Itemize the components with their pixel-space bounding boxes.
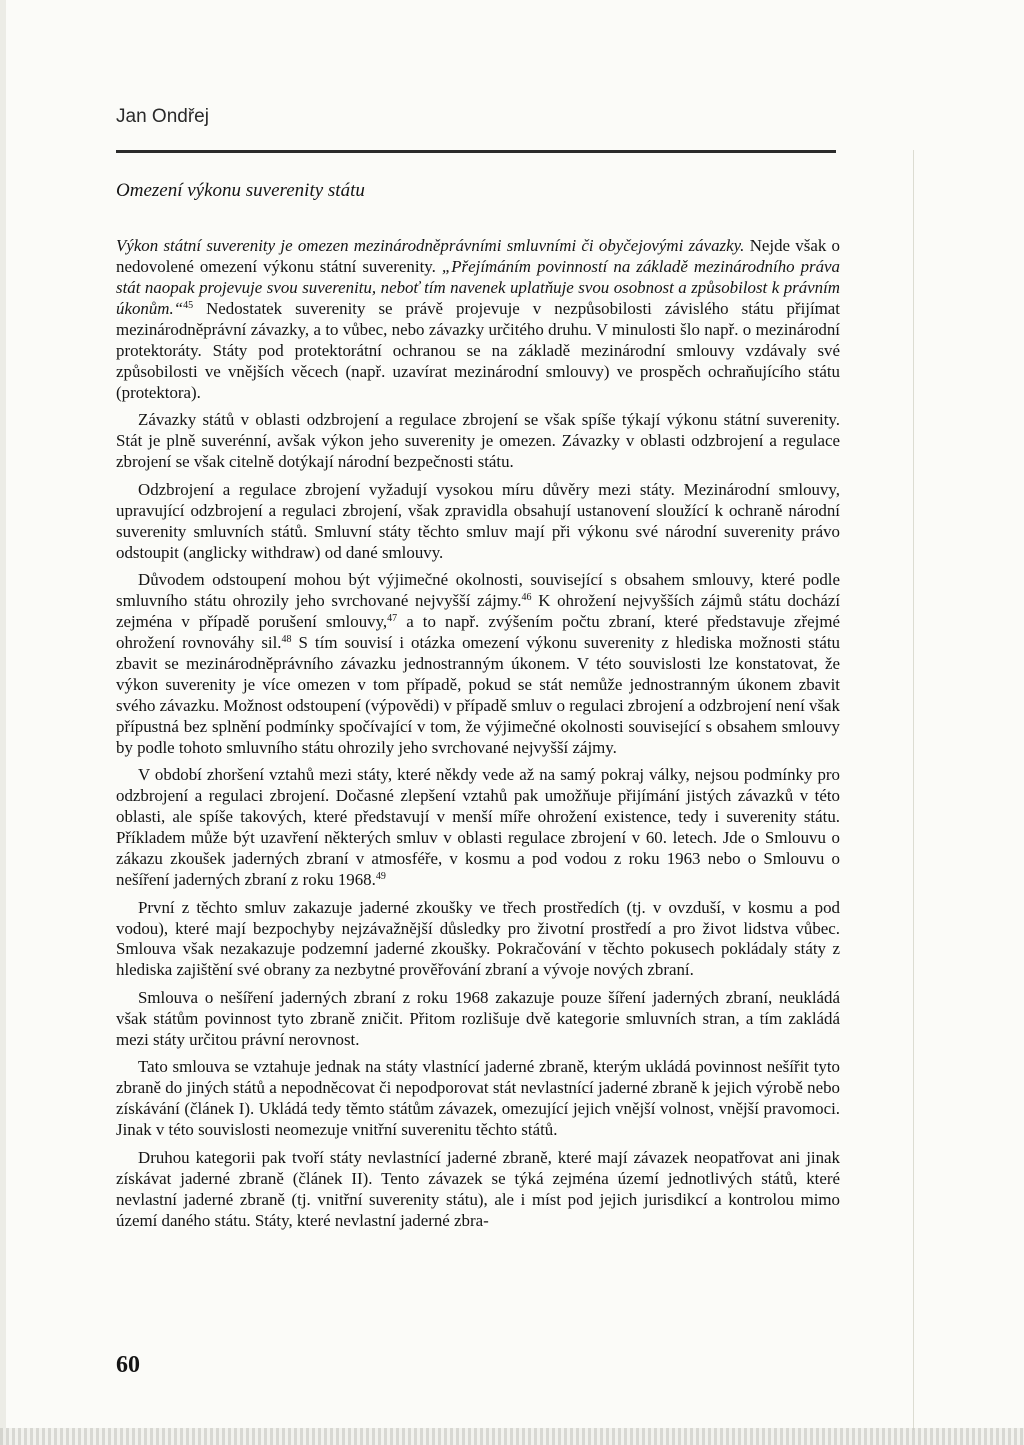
paragraph-4-b: K ohrožení nejvyšších zájmů státu dochází zejména v případě porušení smlouvy,	[116, 591, 841, 631]
paragraph-1	[116, 236, 840, 404]
scan-binding-line	[913, 150, 914, 1430]
body-text	[116, 236, 840, 1238]
paragraph-1-rest: Nedostatek suverenity se právě projevuje v nezpůsobilosti závislého státu přijímat mezinárodněprávní závazky, a to vůbec, nebo závazky určitého druhu. V minulosti šlo např. o mezinárodní protektoráty. Státy pod protektorátní ochranou se na základě mezinárodní smlouvy vzdávaly své způsobilosti ve vnějších věcech (např. uzavírat mezinárodní smlouvy) ve prospěch ochraňujícího státu (protektora).	[116, 298, 840, 402]
paragraph-4	[116, 570, 840, 759]
scan-bottom-edge	[0, 1428, 1024, 1445]
paragraph-4-c: a to např. zvýšením počtu zbraní, které představuje zřejmé ohrožení rovnováhy sil.	[116, 611, 840, 652]
header-rule	[116, 150, 836, 153]
footnote-ref-49: 49	[375, 871, 386, 883]
page-number: 60	[116, 1352, 140, 1378]
paragraph-4-a: Důvodem odstoupení mohou být výjimečné okolnosti, související s obsahem smlouvy, které podle smluvního státu ohrozily jeho svrchované nejvyšší zájmy.	[116, 570, 840, 611]
paragraph-3: Odzbrojení a regulace zbrojení vyžadují vysokou míru důvěry mezi státy. Mezinárodní smlouvy, upravující odzbrojení a regulaci zbrojení, však zpravidla obsahují ustanovení sloužící k ochraně národní suverenity smluvních států. Smluvní státy těchto smluv mají při výkonu své národní suverenity právo odstoupit (anglicky withdraw) od dané smlouvy.	[116, 479, 840, 562]
footnote-ref-46: 46	[521, 592, 532, 604]
paragraph-8: Tato smlouva se vztahuje jednak na státy vlastnící jaderné zbraně, kterým ukládá povinnost nešířit tyto zbraně do jiných států a nepodněcovat či nepodporovat stát nevlastnící jaderné zbraně k jejich výrobě nebo získávání (článek I). Ukládá tedy těmto státům závazek, omezující jejich vnější volnost, vnější pravomoci. Jinak v této souvislosti neomezuje vnitřní suverenitu těchto států.	[116, 1057, 840, 1140]
paragraph-7: Smlouva o nešíření jaderných zbraní z roku 1968 zakazuje pouze šíření jaderných zbraní, neukládá však státům povinnost tyto zbraně zničit. Přitom rozlišuje dvě kategorie smluvních stran, a tím zakládá mezi státy určitou právní nerovnost.	[116, 987, 840, 1049]
scan-page-edge	[0, 0, 6, 1445]
paragraph-1-quote: „Přejímáním povinností na základě mezinárodního práva stát naopak projevuje svou suverenitu, neboť tím navenek uplatňuje svou osobnost a způsobilost k právním úkonům.“	[116, 256, 840, 318]
paragraph-4-d: S tím souvisí i otázka omezení výkonu suverenity z hlediska možnosti státu zbavit se mezinárodněprávního závazku jednostranným úkonem. V této souvislosti lze konstatovat, že výkon suverenity je více omezen v tom případě, pokud se stát nemůže jednostranným úkonem zbavit svého závazku. Možnost odstoupení (výpovědi) v případě smluv o regulaci zbrojení a odzbrojení není však přípustná bez splnění podmínky spočívající v tom, že výjimečné okolnosti související s obsahem smlouvy by podle tohoto smluvního státu ohrozily jeho svrchované nejvyšší zájmy.	[116, 632, 840, 757]
running-head-author: Jan Ondřej	[116, 106, 209, 127]
footnote-ref-48: 48	[281, 633, 292, 645]
footnote-ref-47: 47	[387, 612, 398, 624]
footnote-ref-45: 45	[183, 299, 194, 311]
paragraph-2: Závazky států v oblasti odzbrojení a regulace zbrojení se však spíše týkají výkonu státní suverenity. Stát je plně suverénní, avšak výkon jeho suverenity je omezen. Závazky v oblasti odzbrojení a regulace zbrojení se však citelně dotýkají národní bezpečnosti státu.	[116, 410, 840, 472]
paragraph-1-text: Nejde však o nedovolené omezení výkonu státní suverenity.	[116, 236, 840, 276]
section-title: Omezení výkonu suverenity státu	[116, 180, 365, 201]
paragraph-9: Druhou kategorii pak tvoří státy nevlastnící jaderné zbraně, které mají závazek neopatřovat ani jinak získávat jaderné zbraně (článek II). Tento závazek se týká zejména území jednotlivých států, které nevlastní jaderné zbraně (tj. vnitřní suverenity státu), ale i míst pod jejich jurisdikcí a kontrolou mimo území daného státu. Státy, které nevlastní jaderné zbra-	[116, 1147, 840, 1230]
paragraph-5	[116, 765, 840, 891]
paragraph-1-italic-lead: Výkon státní suverenity je omezen mezinárodněprávními smluvními či obyčejovými závazky.	[116, 236, 745, 255]
paragraph-6: První z těchto smluv zakazuje jaderné zkoušky ve třech prostředích (tj. v ovzduší, v kosmu a pod vodou), které mají bezpochyby nejzávažnější důsledky pro životní prostředí a pro život lidstva vůbec. Smlouva však nezakazuje podzemní jaderné zkoušky. Pokračování v těchto pokusech pokládaly státy z hlediska zajištění své obrany za nezbytné prověřování zbraní a vývoje nových zbraní.	[116, 897, 840, 980]
paragraph-5-a: V období zhoršení vztahů mezi státy, které někdy vede až na samý pokraj války, nejsou podmínky pro odzbrojení a regulaci zbrojení. Dočasné zlepšení vztahů pak umožňuje přijímání jistých závazků v této oblasti, ale spíše takových, které představují v menší míře ohrožení existence, tedy i suverenity státu. Příkladem může být uzavření některých smluv v oblasti regulace zbrojení v 60. letech. Jde o Smlouvu o zákazu zkoušek jaderných zbraní v atmosféře, v kosmu a pod vodou z roku 1963 nebo o Smlouvu o nešíření jaderných zbraní z roku 1968.	[116, 765, 840, 890]
